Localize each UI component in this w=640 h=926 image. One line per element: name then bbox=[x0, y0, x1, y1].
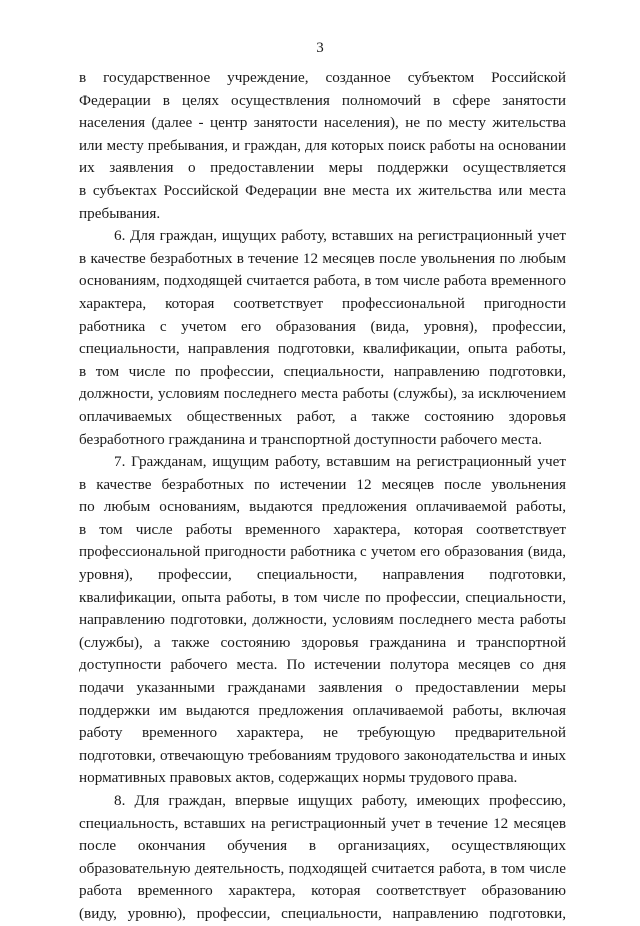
document-body bbox=[79, 67, 566, 926]
text-line: их заявления о предоставлении меры поддержки осуществляется bbox=[79, 159, 566, 177]
text-line: или месту пребывания, и граждан, для которых поиск работы на основании bbox=[79, 137, 566, 154]
paragraph-first-line: 7. Гражданам, ищущим работу, вставшим на регистрационный учет bbox=[114, 453, 566, 471]
text-line: квалификации, опыта работы, в том числе по профессии, специальности, bbox=[79, 588, 566, 606]
text-line: образовательную деятельность, подходящей считается работа, в том числе bbox=[79, 859, 566, 877]
text-line: работника с учетом его образования (вида, уровня), профессии, bbox=[79, 317, 566, 335]
text-line: специальность, вставших на регистрационный учет в течение 12 месяцев bbox=[79, 814, 566, 832]
page-number: 3 bbox=[316, 40, 324, 56]
text-line: основаниям, подходящей считается работа, в том числе работа временного bbox=[79, 272, 566, 290]
text-line: уровня), профессии, специальности, направления подготовки, bbox=[79, 566, 566, 584]
text-line: в том числе работы временного характера, которая соответствует bbox=[79, 520, 566, 538]
text-line: профессиональной пригодности работника с учетом его образования (вида, bbox=[79, 544, 566, 561]
text-line: специальности, направления подготовки, квалификации, опыта работы, bbox=[79, 340, 566, 358]
text-line: по любым основаниям, выдаются предложения оплачиваемой работы, bbox=[79, 498, 566, 516]
text-line: Федерации в целях осуществления полномочий в сфере занятости bbox=[79, 91, 566, 109]
text-line: (службы), а также состоянию здоровья гражданина и транспортной bbox=[79, 633, 566, 651]
text-line: безработного гражданина и транспортной доступности рабочего места. bbox=[79, 430, 543, 448]
text-line: в государственное учреждение, созданное субъектом Российской bbox=[79, 69, 566, 86]
text-line: оплачиваемых общественных работ, а также состоянию здоровья bbox=[79, 407, 566, 425]
text-line: в качестве безработных по истечении 12 месяцев после увольнения bbox=[79, 475, 566, 493]
text-line: в субъектах Российской Федерации вне места их жительства или места bbox=[79, 181, 566, 199]
text-line: подачи указанными гражданами заявления о предоставлении меры bbox=[79, 679, 566, 697]
text-line: в том числе по профессии, специальности, направлению подготовки, bbox=[79, 362, 566, 380]
text-line: населения (далее - центр занятости населения), не по месту жительства bbox=[79, 114, 566, 132]
text-line: работа временного характера, которая соответствует образованию bbox=[79, 882, 566, 900]
text-line: работу временного характера, не требующую предварительной bbox=[79, 724, 566, 742]
text-line: характера, которая соответствует профессиональной пригодности bbox=[79, 294, 566, 312]
paragraph-first-line: 6. Для граждан, ищущих работу, вставших на регистрационный учет bbox=[114, 227, 566, 245]
text-line: после окончания обучения в организациях, осуществляющих bbox=[79, 837, 566, 855]
text-line: подготовки, отвечающую требованиям трудового законодательства и иных bbox=[79, 746, 566, 764]
text-line: пребывания. bbox=[79, 204, 161, 222]
text-line: доступности рабочего места. По истечении полутора месяцев со дня bbox=[79, 656, 566, 674]
text-line: должности, условиям последнего места работы (службы), за исключением bbox=[79, 385, 566, 403]
text-line: (виду, уровню), профессии, специальности, направлению подготовки, bbox=[79, 904, 566, 922]
text-line: в качестве безработных в течение 12 месяцев после увольнения по любым bbox=[79, 249, 566, 267]
text-line: поддержки им выдаются предложения оплачиваемой работы, включая bbox=[79, 701, 566, 719]
paragraph-first-line: 8. Для граждан, впервые ищущих работу, имеющих профессию, bbox=[114, 792, 566, 809]
text-line: направлению подготовки, должности, условиям последнего места работы bbox=[79, 611, 566, 629]
text-line: нормативных правовых актов, содержащих нормы трудового права. bbox=[79, 769, 518, 787]
